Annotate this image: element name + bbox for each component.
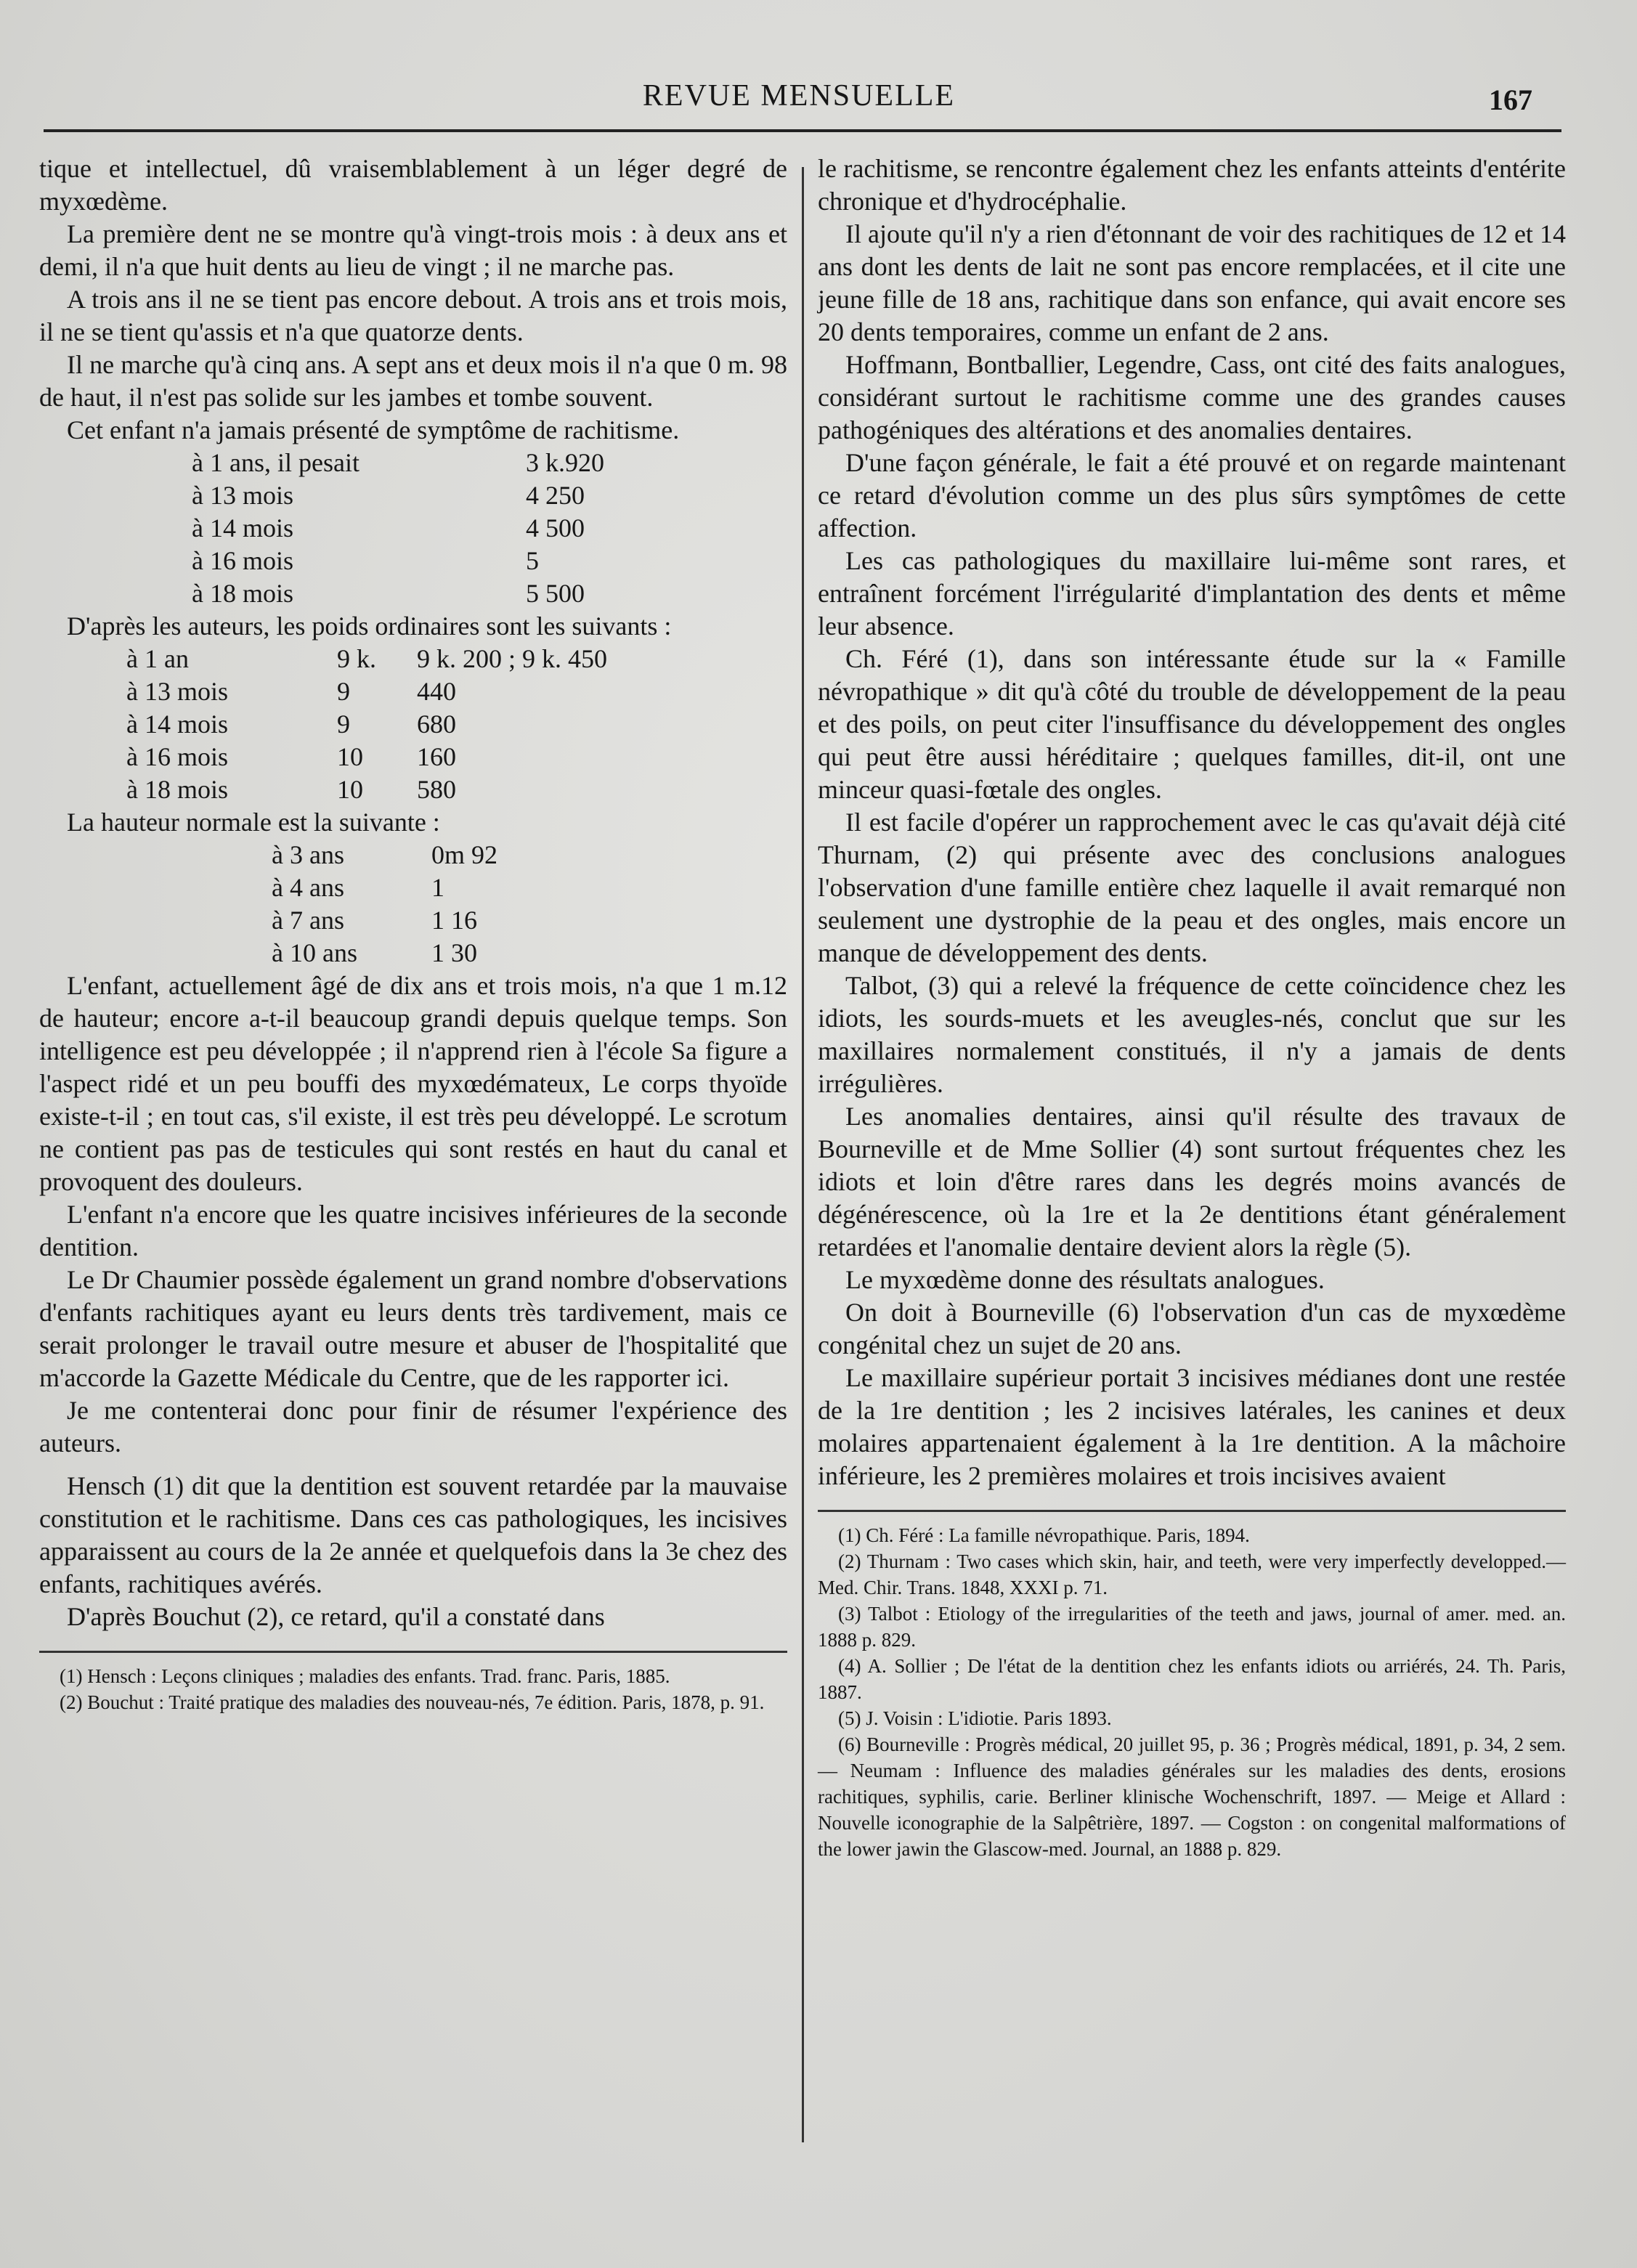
footnote: (2) Thurnam : Two cases which skin, hair, and teeth, were very imperfectly developped.— Med. Chir. Trans. 1848, XXXI p. 71.	[818, 1550, 1566, 1598]
height-value: 1 16	[431, 906, 477, 935]
paragraph: Je me contenterai donc pour finir de résumer l'expérience des auteurs.	[39, 1396, 787, 1458]
table-row	[126, 741, 607, 773]
weight-value: 5 500	[526, 579, 585, 608]
weight-table	[192, 447, 604, 610]
normal-weight-b: 160	[417, 742, 456, 771]
weight-age: à 18 mois	[192, 579, 293, 608]
paragraph: L'enfant n'a encore que les quatre incisives inférieures de la seconde dentition.	[39, 1200, 787, 1261]
height-value: 1 30	[431, 938, 477, 967]
right-column	[818, 153, 1566, 1862]
weight-age: à 16 mois	[192, 546, 293, 575]
paragraph: Talbot, (3) qui a relevé la fréquence de cette coïncidence chez les idiots, les sourds-muets et les aveugles-nés, conclut que sur les maxillaires normalement constitués, il n'y a jamais de dents irrégulières.	[818, 971, 1566, 1098]
footnote: (6) Bourneville : Progrès médical, 20 juillet 95, p. 36 ; Progrès médical, 1891, p. 34, 2 sem. — Neumam : Influence des maladies générales sur les maladies des dents, erosions rachitiques, syphilis, carie. Berliner klinische Wochenschrift, 1897. — Meige et Allard : Nouvelle iconographie de la Salpêtrière, 1897. — Cogston : on congenital malformations of the lower jawin the Glascow-med. Journal, an 1888 p. 829.	[818, 1733, 1566, 1860]
normal-weight-age: à 14 mois	[126, 710, 228, 739]
normal-weight-age: à 16 mois	[126, 742, 228, 771]
paragraph: D'après Bouchut (2), ce retard, qu'il a constaté dans	[67, 1602, 605, 1631]
paragraph: le rachitisme, se rencontre également chez les enfants atteints d'entérite chronique et d'hydrocéphalie.	[818, 154, 1566, 216]
paragraph: La première dent ne se montre qu'à vingt-trois mois : à deux ans et demi, il n'a que huit dents au lieu de vingt ; il ne marche pas.	[39, 219, 787, 281]
normal-weight-b: 440	[417, 677, 456, 706]
normal-weight-a: 9 k.	[337, 644, 376, 673]
paragraph: L'enfant, actuellement âgé de dix ans et trois mois, n'a que 1 m.12 de hauteur; encore a-t-il beaucoup grandi depuis quelque temps. Son intelligence est peu développée ; il n'apprend rien à l'école Sa figure a l'aspect ridé et un peu bouffi des myxœdémateux, Le corps thyoïde existe-t-il ; en tout cas, s'il existe, il est très peu développé. Le scrotum ne contient pas pas de testicules qui sont restés en haut du canal et provoquent des douleurs.	[39, 971, 787, 1196]
normal-weight-table	[126, 643, 607, 806]
height-age: à 4 ans	[272, 873, 344, 902]
normal-weight-a: 10	[337, 742, 363, 771]
paragraph: D'une façon générale, le fait a été prouvé et on regarde maintenant ce retard d'évolution comme un des plus sûrs symptômes de cette affection.	[818, 448, 1566, 542]
page-header	[44, 78, 1554, 122]
table-row	[272, 937, 497, 970]
table-row	[192, 545, 604, 577]
paragraph: Le Dr Chaumier possède également un grand nombre d'observations d'enfants rachitiques ayant eu leurs dents très tardivement, mais ce serait prolonger le travail outre mesure et abuser de l'hospitalité que m'accorde la Gazette Médicale du Centre, que de les rapporter ici.	[39, 1265, 787, 1392]
table-row	[126, 675, 607, 708]
column-divider	[802, 167, 804, 2142]
normal-weight-age: à 13 mois	[126, 677, 228, 706]
paragraph: On doit à Bourneville (6) l'observation d'un cas de myxœdème congénital chez un sujet de 20 ans.	[818, 1298, 1566, 1359]
normal-weight-age: à 18 mois	[126, 775, 228, 804]
weight-value: 3 k.920	[526, 448, 604, 477]
paragraph: Ch. Féré (1), dans son intéressante étude sur la « Famille névropathique » dit qu'à côté du trouble de développement de la peau et des poils, on peut citer l'insuffisance du développement des ongles qui peut être aussi héréditaire ; quelques familles, dit-il, ont une minceur quasi-fœtale des ongles.	[818, 644, 1566, 804]
paragraph: Hensch (1) dit que la dentition est souvent retardée par la mauvaise constitution et le rachitisme. Dans ces cas pathologiques, les incisives apparaissent au cours de la 2e année et quelquefois dans la 3e chez des enfants, rachitiques avérés.	[39, 1471, 787, 1598]
table-row	[126, 708, 607, 741]
weight-age: à 1 ans, il pesait	[192, 448, 360, 477]
left-column	[39, 153, 787, 1715]
footnote: (1) Hensch : Leçons cliniques ; maladies des enfants. Trad. franc. Paris, 1885.	[60, 1665, 670, 1687]
paragraph: Le maxillaire supérieur portait 3 incisives médianes dont une restée de la 1re dentition ; les 2 incisives latérales, les canines et deux molaires appartenaient également à la 1re dentition. A la mâchoire inférieure, les 2 premières molaires et trois incisives avaient	[818, 1363, 1566, 1490]
paragraph: tique et intellectuel, dû vraisemblablement à un léger degré de myxœdème.	[39, 154, 787, 216]
paragraph: Il ajoute qu'il n'y a rien d'étonnant de voir des rachitiques de 12 et 14 ans dont les dents de lait ne sont pas encore remplacées, et il cite une jeune fille de 18 ans, rachitique dans son enfance, qui avait encore ses 20 dents temporaires, comme un enfant de 2 ans.	[818, 219, 1566, 346]
height-value: 1	[431, 873, 444, 902]
footnote: (5) J. Voisin : L'idiotie. Paris 1893.	[838, 1707, 1112, 1729]
weight-value: 4 500	[526, 513, 585, 542]
normal-weight-b: 680	[417, 710, 456, 739]
footnote: (2) Bouchut : Traité pratique des maladies des nouveau-nés, 7e édition. Paris, 1878, p. 91.	[60, 1691, 765, 1713]
weight-value: 4 250	[526, 481, 585, 510]
weight-age: à 14 mois	[192, 513, 293, 542]
normal-weight-a: 9	[337, 710, 350, 739]
normal-weight-age: à 1 an	[126, 644, 189, 673]
table-row	[192, 577, 604, 610]
table-row	[126, 773, 607, 806]
footnote: (1) Ch. Féré : La famille névropathique. Paris, 1894.	[838, 1524, 1250, 1546]
table-row	[272, 871, 497, 904]
header-rule	[44, 129, 1561, 132]
table-row	[192, 447, 604, 479]
table-row	[126, 643, 607, 675]
footnote-rule	[818, 1510, 1566, 1512]
paragraph: Les anomalies dentaires, ainsi qu'il résulte des travaux de Bourneville et de Mme Sollier (4) sont surtout fréquentes chez les idiots et loin d'être rares dans les degrés moins avancés de dégénérescence, où la 1re et la 2e dentitions étant généralement retardées et l'anomalie dentaire devient alors la règle (5).	[818, 1102, 1566, 1261]
normal-weight-b: 9 k. 200 ; 9 k. 450	[417, 644, 608, 673]
height-value: 0m 92	[431, 840, 498, 869]
paragraph: Le myxœdème donne des résultats analogues.	[845, 1265, 1325, 1294]
paragraph: D'après les auteurs, les poids ordinaires sont les suivants :	[67, 611, 672, 641]
table-row	[192, 512, 604, 545]
height-age: à 10 ans	[272, 938, 357, 967]
height-age: à 3 ans	[272, 840, 344, 869]
table-row	[192, 479, 604, 512]
footnote: (4) A. Sollier ; De l'état de la dentition chez les enfants idiots ou arriérés, 24. Th. Paris, 1887.	[818, 1655, 1566, 1703]
height-table	[272, 839, 497, 970]
running-title: REVUE MENSUELLE	[642, 79, 956, 113]
paragraph: Cet enfant n'a jamais présenté de symptôme de rachitisme.	[67, 415, 680, 444]
footnote: (3) Talbot : Etiology of the irregularities of the teeth and jaws, journal of amer. med. an. 1888 p. 829.	[818, 1603, 1566, 1651]
paragraph: Les cas pathologiques du maxillaire lui-même sont rares, et entraînent forcément l'irrégularité d'implantation des dents et même leur absence.	[818, 546, 1566, 641]
weight-age: à 13 mois	[192, 481, 293, 510]
page-number: 167	[1489, 84, 1532, 116]
paragraph: A trois ans il ne se tient pas encore debout. A trois ans et trois mois, il ne se tient qu'assis et n'a que quatorze dents.	[39, 285, 787, 346]
paragraph: Il ne marche qu'à cinq ans. A sept ans et deux mois il n'a que 0 m. 98 de haut, il n'est pas solide sur les jambes et tombe souvent.	[39, 350, 787, 412]
table-row	[272, 904, 497, 937]
paragraph: La hauteur normale est la suivante :	[67, 808, 440, 837]
height-age: à 7 ans	[272, 906, 344, 935]
weight-value: 5	[526, 546, 539, 575]
paragraph: Hoffmann, Bontballier, Legendre, Cass, ont cité des faits analogues, considérant surtout le rachitisme comme une des grandes causes pathogéniques des altérations et des anomalies dentaires.	[818, 350, 1566, 444]
footnote-rule	[39, 1651, 787, 1653]
normal-weight-a: 9	[337, 677, 350, 706]
paragraph: Il est facile d'opérer un rapprochement avec le cas qu'avait déjà cité Thurnam, (2) qui présente avec des conclusions analogues l'observation d'une famille entière chez laquelle il avait remarqué non seulement une dystrophie de la peau et des ongles, mais encore un manque de développement des dents.	[818, 808, 1566, 967]
table-row	[272, 839, 497, 871]
normal-weight-b: 580	[417, 775, 456, 804]
normal-weight-a: 10	[337, 775, 363, 804]
